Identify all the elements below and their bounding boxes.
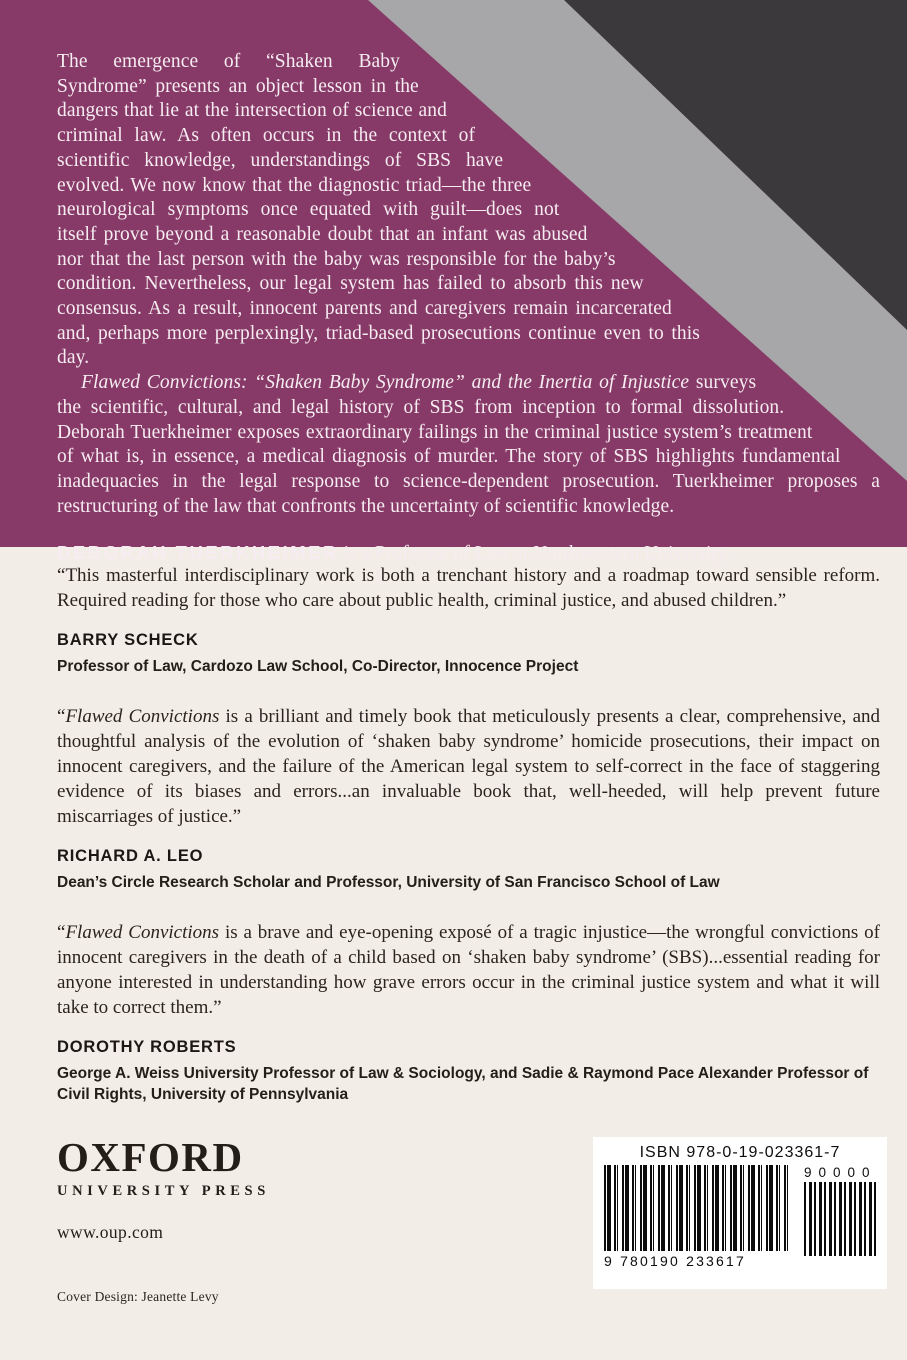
synopsis-text-block [0, 0, 907, 519]
quote-body: is a brilliant and timely book that meticulously presents a clear, comprehensive, and thoughtful analysis of the evolution of ‘shaken baby syndrome’ homicide prosecutions, their impact on innocent caregivers, and the failure of the American legal system to self-correct in the face of staggering evidence of its biases and errors...an invaluable book that, well-heeded, will help prevent future miscarriages of justice.” [57, 706, 881, 827]
barcode-supplement-digits: 90000 [804, 1165, 877, 1180]
barcode-supplement-bars [804, 1182, 876, 1256]
blurb-dorothy-roberts [57, 920, 880, 1105]
barcode-main-bars [604, 1165, 788, 1251]
blurb-quote [57, 704, 880, 829]
synopsis-paragraph-2-text: surveys the scientific, cultural, and legal history of SBS from inception to formal dissolution. Deborah Tuerkheimer exposes extraordinary failings in the criminal justice system’s treatment of what is, in essence, a medical diagnosis of murder. The story of SBS highlights fundamental inadequacies in the legal response to science-dependent prosecution. Tuerkheimer proposes a restructuring of the law that confronts the uncertainty of scientific knowledge. [57, 372, 880, 517]
barcode-supplement [804, 1165, 876, 1269]
synopsis-section [0, 0, 907, 565]
university-press-label: UNIVERSITY PRESS [57, 1183, 270, 1199]
open-quote-mark: “ [57, 565, 66, 586]
barcode [593, 1137, 887, 1289]
quote-body: This masterful interdisciplinary work is both a trenchant history and a roadmap toward sensible reform. Required reading for those who care about public health, criminal justice, and abused children.” [57, 565, 880, 611]
cover-design-credit: Cover Design: Jeanette Levy [57, 1289, 219, 1304]
isbn-label: ISBN 978-0-19-023361-7 [639, 1144, 841, 1161]
footer [0, 1105, 907, 1305]
endorser-affiliation: Dean’s Circle Research Scholar and Professor, University of San Francisco School of Law [57, 874, 720, 891]
book-title-italic: Flawed Convictions: “Shaken Baby Syndrome” and the Inertia of Injustice [81, 372, 690, 394]
barcode-main [604, 1165, 788, 1269]
synopsis-paragraph-1: The emergence of “Shaken Baby Syndrome” presents an object lesson in the dangers that lie at the intersection of science and criminal law. As often occurs in the context of scientific knowledge, understandings of SBS have evolved. We now know that the diagnostic triad—the three neurological symptoms once equated with guilt—does not itself prove beyond a reasonable doubt that an infant was abused nor that the last person with the baby was responsible for the baby’s condition. Nevertheless, our legal system has failed to absorb this new consensus. As a result, innocent parents and caregivers remain incarcerated and, perhaps more perplexingly, triad-based prosecutions continue even to this day. [57, 51, 700, 369]
quote-italic-title: Flawed Convictions [65, 706, 220, 727]
barcode-bars-row [602, 1165, 878, 1269]
open-quote-mark: “ [57, 922, 66, 943]
endorser-affiliation: Professor of Law, Cardozo Law School, Co-Director, Innocence Project [57, 658, 579, 675]
blurb-quote [57, 563, 880, 613]
quote-italic-title: Flawed Convictions [65, 922, 220, 943]
endorsements-section [0, 547, 907, 1105]
author-bio-line [0, 541, 907, 566]
endorser-affiliation: George A. Weiss University Professor of Law & Sociology, and Sadie & Raymond Pace Alexander Professor of Civil Rights, University of Pennsylvania [57, 1065, 869, 1103]
publisher-block [57, 1134, 270, 1305]
blurb-quote [57, 920, 880, 1020]
endorser-name: BARRY SCHECK [57, 631, 199, 649]
publisher-website: www.oup.com [57, 1222, 164, 1242]
blurb-richard-leo [57, 704, 880, 893]
blurb-barry-scheck [57, 563, 880, 677]
author-bio-text: is a Professor of Law at Northwestern University. [338, 543, 731, 565]
endorser-name: RICHARD A. LEO [57, 847, 204, 865]
quote-body: is a brave and eye-opening exposé of a tragic injustice—the wrongful convictions of innocent caregivers in the death of a child based on ‘shaken baby syndrome’ (SBS)...essential reading for anyone interested in understanding how grave errors occur in the criminal justice system and what it will take to correct them.” [57, 922, 880, 1018]
open-quote-mark: “ [57, 706, 66, 727]
author-name: DEBORAH TUERKHEIMER [57, 542, 339, 564]
oxford-logo: OXFORD [57, 1134, 244, 1180]
endorser-name: DOROTHY ROBERTS [57, 1038, 237, 1056]
barcode-digits: 9 780190 233617 [604, 1253, 746, 1269]
